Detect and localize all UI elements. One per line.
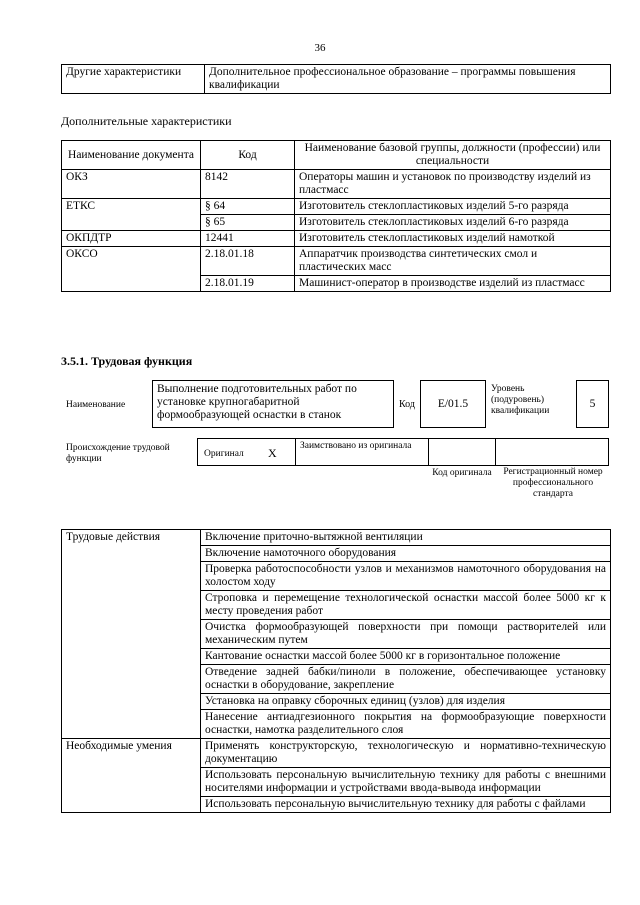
action-item: Строповка и перемещение технологической оснастки массой более 5000 кг к месту проведения работ <box>201 591 611 620</box>
row-code: § 64 <box>201 199 295 215</box>
action-item: Очистка формообразующей поверхности при помощи растворителей или механическим путем <box>201 620 611 649</box>
row-code: 8142 <box>201 170 295 199</box>
skill-item: Применять конструкторскую, технологическую и нормативно-техническую документацию <box>201 739 611 768</box>
actions-skills-table <box>61 529 611 813</box>
row-code: 2.18.01.18 <box>201 247 295 276</box>
table-row <box>62 215 611 231</box>
row-name: Машинист-оператор в производстве изделий из пластмасс <box>295 276 611 292</box>
table-row <box>62 739 611 768</box>
action-item: Отведение задней бабки/пиноли в положение, обеспечивающее установку оснастки в оборудование, закрепление <box>201 665 611 694</box>
page-number: 36 <box>314 42 326 54</box>
header-name: Наименование базовой группы, должности (профессии) или специальности <box>295 141 611 170</box>
origin-divider <box>295 438 296 466</box>
action-item: Установка на оправку сборочных единиц (узлов) для изделия <box>201 694 611 710</box>
row-name: Изготовитель стеклопластиковых изделий 5-го разряда <box>295 199 611 215</box>
additional-characteristics-table <box>61 140 611 292</box>
action-item: Включение намоточного оборудования <box>201 546 611 562</box>
additional-characteristics-heading: Дополнительные характеристики <box>61 114 232 128</box>
skill-item: Использовать персональную вычислительную технику для работы с файлами <box>201 797 611 813</box>
action-item: Нанесение антиадгезионного покрытия на формообразующие поверхности оснастки, намотка разделительного слоя <box>201 710 611 739</box>
header-doc: Наименование документа <box>62 141 201 170</box>
table-row <box>62 170 611 199</box>
skills-label: Необходимые умения <box>62 739 201 813</box>
function-code-box: E/01.5 <box>420 380 486 428</box>
row-name: Изготовитель стеклопластиковых изделий 6-го разряда <box>295 215 611 231</box>
original-label: Оригинал <box>204 449 244 459</box>
origin-divider <box>428 438 429 466</box>
row-doc: ОКПДТР <box>62 231 201 247</box>
action-item: Проверка работоспособности узлов и механизмов намоточного оборудования на холостом ходу <box>201 562 611 591</box>
code-original-caption: Код оригинала <box>432 468 492 478</box>
header-code: Код <box>201 141 295 170</box>
table-row <box>62 530 611 546</box>
row-code: 2.18.01.19 <box>201 276 295 292</box>
level-value-box: 5 <box>576 380 609 428</box>
row-doc <box>62 215 201 231</box>
name-label: Наименование <box>66 400 126 410</box>
row-doc <box>62 276 201 292</box>
registration-number-caption: Регистрационный номер профессионального стандарта <box>503 467 603 499</box>
origin-divider <box>495 438 496 466</box>
origin-label: Происхождение трудовой функции <box>66 443 170 464</box>
row-name: Изготовитель стеклопластиковых изделий намоткой <box>295 231 611 247</box>
skill-item: Использовать персональную вычислительную технику для работы с внешними носителями информации и устройствами ввода-вывода информации <box>201 768 611 797</box>
row-code: 12441 <box>201 231 295 247</box>
row-doc: ЕТКС <box>62 199 201 215</box>
row-doc: ОКЗ <box>62 170 201 199</box>
action-item: Кантование оснастки массой более 5000 кг в горизонтальное положение <box>201 649 611 665</box>
row-name: Операторы машин и установок по производству изделий из пластмасс <box>295 170 611 199</box>
actions-label: Трудовые действия <box>62 530 201 739</box>
original-mark: X <box>268 446 277 460</box>
other-characteristics-value: Дополнительное профессиональное образование – программы повышения квалификации <box>205 65 611 94</box>
other-characteristics-table <box>61 64 611 94</box>
row-doc: ОКСО <box>62 247 201 276</box>
function-title: 3.5.1. Трудовая функция <box>61 354 193 368</box>
borrowed-label: Заимствовано из оригинала <box>300 441 412 451</box>
function-name-box: Выполнение подготовительных работ по установке крупногабаритной формообразующей оснастки в станок <box>152 380 394 428</box>
row-code: § 65 <box>201 215 295 231</box>
code-label: Код <box>399 399 415 410</box>
table-row <box>62 247 611 276</box>
action-item: Включение приточно-вытяжной вентиляции <box>201 530 611 546</box>
table-row <box>62 199 611 215</box>
level-label: Уровень (подуровень) квалификации <box>491 384 550 416</box>
table-row <box>62 231 611 247</box>
table-row <box>62 276 611 292</box>
table-header-row <box>62 141 611 170</box>
other-characteristics-label: Другие характеристики <box>62 65 205 94</box>
row-name: Аппаратчик производства синтетических смол и пластических масс <box>295 247 611 276</box>
